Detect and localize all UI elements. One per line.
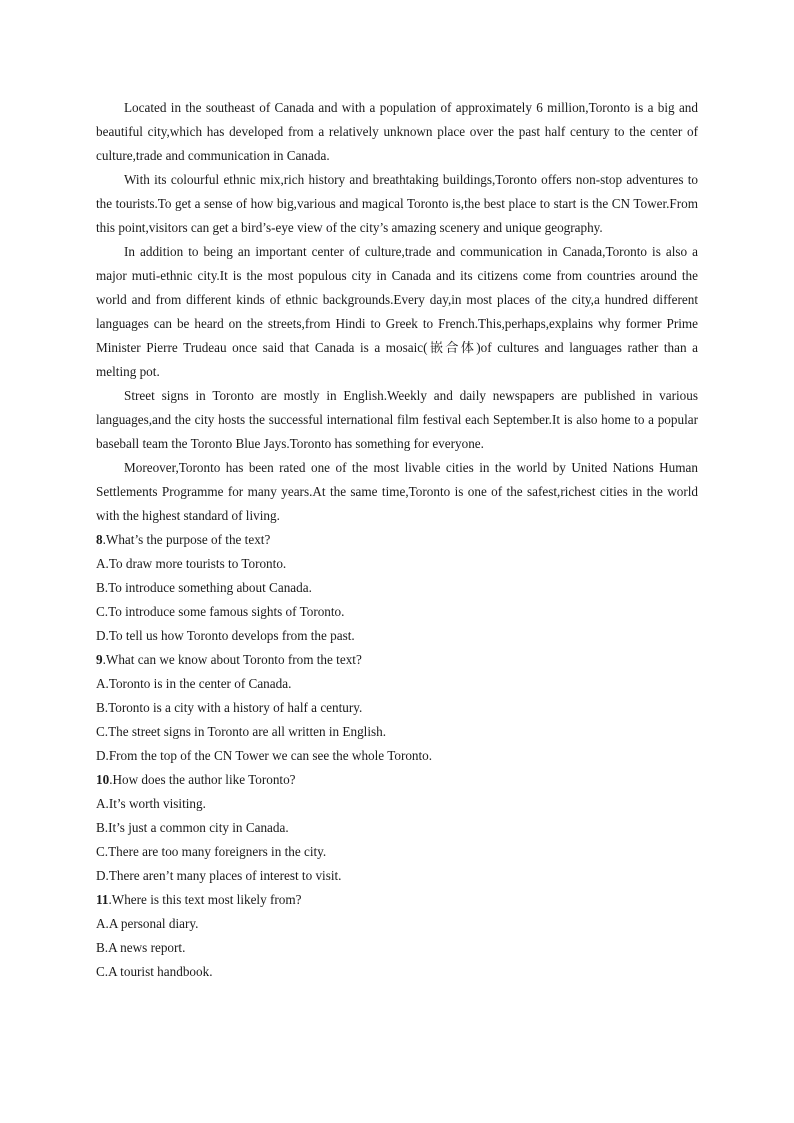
passage-paragraph-2: With its colourful ethnic mix,rich history and breathtaking buildings,Toronto offers non-stop adventures to the tourists.To get a sense of how big,various and magical Toronto is,the best place to start is the CN Tower.From this point,visitors can get a bird’s-eye view of the city’s amazing scenery and unique geography. — [96, 172, 698, 235]
answer-option-b: B.It’s just a common city in Canada. — [96, 820, 289, 835]
answer-option-c: C.There are too many foreigners in the city. — [96, 844, 327, 859]
question-8 — [96, 528, 698, 648]
question-text: .Where is this text most likely from? — [108, 892, 302, 907]
question-stem — [96, 768, 698, 792]
answer-option-c: C.The street signs in Toronto are all written in English. — [96, 724, 387, 739]
passage-paragraph-4: Street signs in Toronto are mostly in English.Weekly and daily newspapers are published in various languages,and the city hosts the successful international film festival each September.It is also home to a popular baseball team the Toronto Blue Jays.Toronto has something for everyone. — [96, 388, 698, 451]
answer-option-a: A.It’s worth visiting. — [96, 796, 206, 811]
passage-paragraph-1: Located in the southeast of Canada and with a population of approximately 6 million,Toronto is a big and beautiful city,which has developed from a relatively unknown place over the past half century to the center of culture,trade and communication in Canada. — [96, 100, 698, 163]
question-11 — [96, 888, 698, 984]
question-number: 11 — [96, 892, 109, 907]
question-stem — [96, 528, 698, 552]
passage-paragraph-3: In addition to being an important center of culture,trade and communication in Canada,Toronto is also a major muti-ethnic city.It is the most populous city in Canada and its citizens come from countries around the world and from different kinds of ethnic backgrounds.Every day,in most places of the city,a hundred different languages can be heard on the streets,from Hindi to Greek to French.This,perhaps,explains why former Prime Minister Pierre Trudeau once said that Canada is a mosaic(嵌合体)of cultures and languages rather than a melting pot. — [96, 244, 698, 379]
question-text: .What’s the purpose of the text? — [102, 532, 271, 547]
answer-option-a: A.Toronto is in the center of Canada. — [96, 676, 292, 691]
question-9 — [96, 648, 698, 768]
question-text: .How does the author like Toronto? — [109, 772, 296, 787]
document-page — [96, 96, 698, 984]
answer-option-c: C.To introduce some famous sights of Toronto. — [96, 604, 345, 619]
question-stem — [96, 648, 698, 672]
answer-option-b: B.Toronto is a city with a history of half a century. — [96, 700, 363, 715]
question-text: .What can we know about Toronto from the text? — [102, 652, 362, 667]
answer-option-c: C.A tourist handbook. — [96, 964, 213, 979]
answer-option-a: A.To draw more tourists to Toronto. — [96, 556, 287, 571]
answer-option-d: D.There aren’t many places of interest to visit. — [96, 868, 342, 883]
reading-passage — [96, 96, 698, 528]
answer-option-d: D.From the top of the CN Tower we can see the whole Toronto. — [96, 748, 433, 763]
question-number: 10 — [96, 772, 110, 787]
answer-option-a: A.A personal diary. — [96, 916, 199, 931]
question-number: 8 — [96, 532, 103, 547]
question-number: 9 — [96, 652, 103, 667]
passage-paragraph-5: Moreover,Toronto has been rated one of the most livable cities in the world by United Nations Human Settlements Programme for many years.At the same time,Toronto is one of the safest,richest cities in the world with the highest standard of living. — [96, 460, 698, 523]
answer-option-b: B.A news report. — [96, 940, 186, 955]
question-stem — [96, 888, 698, 912]
answer-option-b: B.To introduce something about Canada. — [96, 580, 312, 595]
answer-option-d: D.To tell us how Toronto develops from the past. — [96, 628, 355, 643]
question-10 — [96, 768, 698, 888]
